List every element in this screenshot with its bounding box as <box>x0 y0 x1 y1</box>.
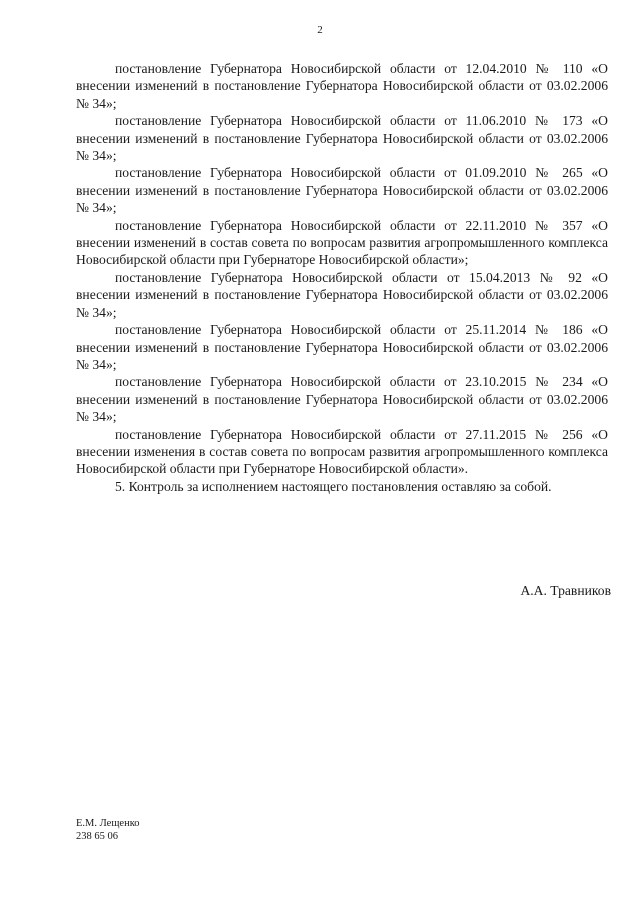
document-body <box>76 60 608 495</box>
paragraph-resolution-92: постановление Губернатора Новосибирской области от 15.04.2013 № 92 «О внесении изменений в постановление Губернатора Новосибирской области от 03.02.2006 № 34»; <box>76 269 608 320</box>
paragraph-resolution-234: постановление Губернатора Новосибирской области от 23.10.2015 № 234 «О внесении изменений в постановление Губернатора Новосибирской области от 03.02.2006 № 34»; <box>76 374 608 425</box>
paragraph-resolution-265: постановление Губернатора Новосибирской области от 01.09.2010 № 265 «О внесении изменений в постановление Губернатора Новосибирской области от 03.02.2006 № 34»; <box>76 165 608 216</box>
executor-block <box>76 817 140 843</box>
paragraph-resolution-357: постановление Губернатора Новосибирской области от 22.11.2010 № 357 «О внесении изменений в состав совета по вопросам развития агропромышленного комплекса Новосибирской области при Губернаторе Новосибирской области»; <box>76 217 608 268</box>
paragraph-resolution-256: постановление Губернатора Новосибирской области от 27.11.2015 № 256 «О внесении изменения в состав совета по вопросам развития агропромышленного комплекса Новосибирской области при Губернаторе Новосибирской области». <box>76 426 608 477</box>
paragraph-resolution-186: постановление Губернатора Новосибирской области от 25.11.2014 № 186 «О внесении изменений в постановление Губернатора Новосибирской области от 03.02.2006 № 34»; <box>76 322 608 372</box>
executor-name: Е.М. Лещенко <box>76 818 140 829</box>
paragraph-control-clause: 5. Контроль за исполнением настоящего постановления оставляю за собой. <box>115 478 552 494</box>
page-number: 2 <box>317 24 323 36</box>
executor-phone: 238 65 06 <box>76 831 118 842</box>
paragraph-resolution-110: постановление Губернатора Новосибирской области от 12.04.2010 № 110 «О внесении изменений в постановление Губернатора Новосибирской области от 03.02.2006 № 34»; <box>76 61 608 111</box>
signature-name: А.А. Травников <box>520 583 611 598</box>
paragraph-resolution-173: постановление Губернатора Новосибирской области от 11.06.2010 № 173 «О внесении изменений в постановление Губернатора Новосибирской области от 03.02.2006 № 34»; <box>76 113 608 164</box>
